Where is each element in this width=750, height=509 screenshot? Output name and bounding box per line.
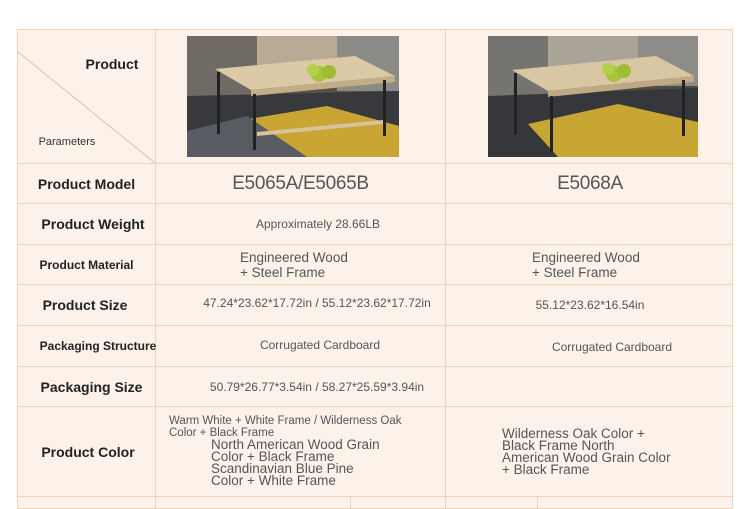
color-a-line-5: Scandinavian Blue Pine (211, 461, 354, 476)
color-a-line-3: North American Wood Grain (211, 437, 380, 452)
color-a-line-4: Color + Black Frame (211, 449, 335, 464)
product-image-b (488, 36, 698, 157)
packaging-structure-value-b: Corrugated Cardboard (551, 340, 673, 354)
row-label-product-size: Product Size (42, 297, 128, 313)
row-label-product-model: Product Model (37, 175, 136, 192)
material-a-line-1: Engineered Wood (240, 250, 348, 265)
weight-value-b (446, 204, 734, 244)
header-product-label: Product (85, 56, 139, 72)
row-divider (18, 496, 732, 497)
model-value-a: E5065A/E5065B (232, 172, 369, 194)
material-b-line-2: + Steel Frame (532, 265, 618, 280)
color-value-b (502, 428, 722, 476)
column-divider (350, 496, 351, 508)
column-divider (445, 30, 446, 508)
size-value-a: 47.24*23.62*17.72in / 55.12*23.62*17.72in (203, 296, 431, 310)
weight-value-a: Approximately 28.66LB (255, 217, 381, 231)
color-b-line-4: + Black Frame (502, 462, 590, 477)
material-value-a (240, 248, 440, 282)
row-label-product-color: Product Color (41, 443, 135, 460)
packaging-structure-value-a: Corrugated Cardboard (259, 338, 381, 352)
model-value-b: E5068A (557, 172, 623, 194)
color-a-line-1: Warm White + White Frame / Wilderness Oak (169, 415, 402, 427)
row-label-product-weight: Product Weight (41, 216, 145, 232)
packaging-size-value-a: 50.79*26.77*3.54in / 58.27*25.59*3.94in (209, 379, 425, 394)
color-b-line-2: Black Frame North (502, 438, 615, 453)
row-label-packaging-structure: Packaging Structure (39, 339, 157, 353)
material-value-b (532, 248, 732, 282)
spec-table (17, 29, 733, 509)
material-b-line-1: Engineered Wood (532, 250, 640, 265)
product-image-a (187, 36, 399, 157)
material-a-line-2: + Steel Frame (240, 265, 326, 280)
color-a-line-6: Color + White Frame (211, 473, 336, 488)
color-value-a (169, 415, 439, 487)
color-b-line-3: American Wood Grain Color (502, 450, 671, 465)
row-label-product-material: Product Material (39, 257, 134, 272)
color-b-line-1: Wilderness Oak Color + (502, 426, 645, 441)
packaging-size-value-b (446, 367, 734, 406)
row-label-packaging-size: Packaging Size (40, 378, 143, 395)
color-a-line-2: Color + Black Frame (169, 427, 275, 439)
header-parameters-label: Parameters (38, 136, 96, 148)
size-value-b: 55.12*23.62*16.54in (535, 298, 645, 312)
column-divider (537, 496, 538, 508)
